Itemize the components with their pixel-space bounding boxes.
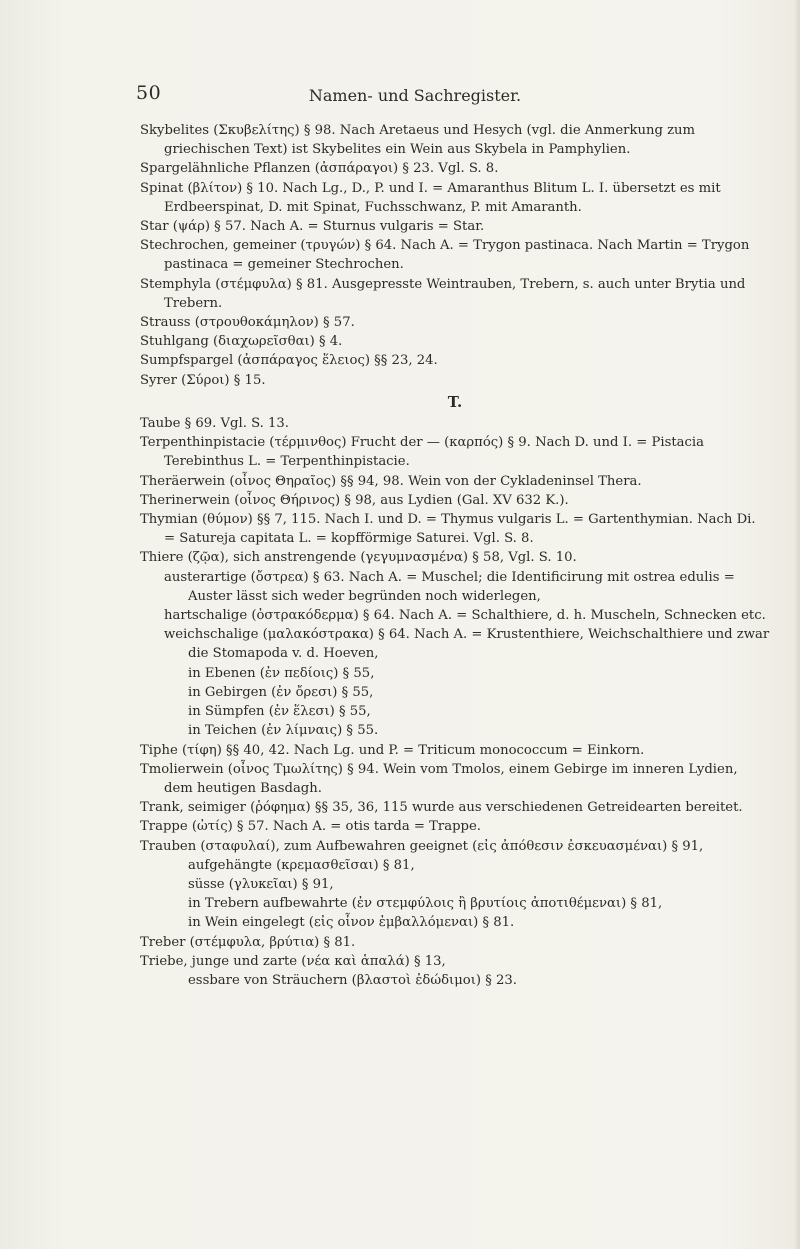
section-letter-heading: T.	[447, 392, 463, 411]
page-number: 50	[136, 82, 162, 104]
register-entry-therinerwein: Therinerwein (οἶνος Θήρινος) § 98, aus Lydien (Gal. XV 632 K.).	[140, 492, 569, 508]
register-entry-thiere: Thiere (ζῷα), sich anstrengende (γεγυμνασμένα) § 58, Vgl. S. 10.	[140, 550, 577, 566]
register-entry-trauben: Trauben (σταφυλαί), zum Aufbewahren geeignet (εἰς ἀπόθεσιν ἐσκευασμέναι) § 91,	[140, 838, 704, 854]
register-entry-trappe: Trappe (ὠτίς) § 57. Nach A. = otis tarda = Trappe.	[140, 819, 481, 835]
register-entry-trank: Trank, seimiger (ῥόφημα) §§ 35, 36, 115 wurde aus verschiedenen Getreidearten bereitet.	[140, 800, 743, 816]
register-entry-terpenthinpistacie: Terpenthinpistacie (τέρμινθος) Frucht der — (καρπός) § 9. Nach D. und I. = Pistacia Terebinthus L. = Terpenthinpistacie.	[140, 435, 704, 470]
register-subentry-in-suempfen: in Sümpfen (ἐν ἕλεσι) § 55,	[188, 704, 371, 720]
register-subentry-in-gebirgen: in Gebirgen (ἐν ὄρεσι) § 55,	[188, 684, 374, 700]
register-subentry-essbare: essbare von Sträuchern (βλαστοὶ ἐδώδιμοι) § 23.	[188, 972, 517, 988]
register-entries	[140, 121, 770, 990]
register-entry-stuhlgang: Stuhlgang (διαχωρεῖσθαι) § 4.	[140, 334, 343, 350]
register-subentry-in-ebenen: in Ebenen (ἐν πεδίοις) § 55,	[188, 665, 375, 681]
register-entry-syrer: Syrer (Σύροι) § 15.	[140, 372, 266, 388]
register-entry-tmolierwein: Tmolierwein (οἶνος Τμωλίτης) § 94. Wein vom Tmolos, einem Gebirge im inneren Lydien, dem heutigen Basdagh.	[140, 761, 738, 796]
register-entry-stechrochen: Stechrochen, gemeiner (τρυγών) § 64. Nach A. = Trygon pastinaca. Nach Martin = Trygon pastinaca = gemeiner Stechrochen.	[140, 238, 750, 273]
register-entry-sumpfspargel: Sumpfspargel (ἀσπάραγος ἕλειος) §§ 23, 24.	[140, 353, 438, 369]
running-title: Namen- und Sachregister.	[308, 86, 522, 105]
register-subentry-weichschalige: weichschalige (μαλακόστρακα) § 64. Nach A. = Krustenthiere, Weichschalthiere und zwar die Stomapoda v. d. Hoeven,	[164, 627, 770, 662]
register-subentry-in-trebern: in Trebern aufbewahrte (ἐν στεμφύλοις ἢ βρυτίοις ἀποτιθέμεναι) § 81,	[188, 896, 663, 912]
register-entry-tiphe: Tiphe (τίφη) §§ 40, 42. Nach Lg. und P. = Triticum monococcum = Einkorn.	[140, 742, 645, 758]
register-subentry-aufgehaengte: aufgehängte (κρεμασθεῖσαι) § 81,	[188, 857, 415, 873]
register-subentry-in-teichen: in Teichen (ἐν λίμναις) § 55.	[188, 723, 379, 739]
register-entry-theraeerwein: Theräerwein (οἶνος Θηραῖος) §§ 94, 98. Wein von der Cykladeninsel Thera.	[140, 473, 642, 489]
register-subentry-hartschalige: hartschalige (ὀστρακόδερμα) § 64. Nach A. = Schalthiere, d. h. Muscheln, Schnecken etc.	[164, 608, 766, 624]
register-subentry-suesse: süsse (γλυκεῖαι) § 91,	[188, 876, 334, 892]
register-entry-strauss: Strauss (στρουθοκάμηλον) § 57.	[140, 315, 355, 331]
page-header	[0, 82, 800, 110]
register-entry-stemphyla: Stemphyla (στέμφυλα) § 81. Ausgepresste Weintrauben, Trebern, s. auch unter Brytia und Trebern.	[140, 276, 746, 311]
register-entry-spinat: Spinat (βλίτον) § 10. Nach Lg., D., P. und I. = Amaranthus Blitum L. I. übersetzt es mit Erdbeerspinat, D. mit Spinat, Fuchsschwanz, P. mit Amaranth.	[140, 180, 721, 215]
register-entry-taube: Taube § 69. Vgl. S. 13.	[140, 416, 290, 432]
register-entry-spargelaehnliche-pflanzen: Spargelähnliche Pflanzen (ἀσπάραγοι) § 23. Vgl. S. 8.	[140, 161, 499, 177]
register-entry-thymian: Thymian (θύμον) §§ 7, 115. Nach I. und D. = Thymus vulgaris L. = Gartenthymian. Nach Di. = Satureja capitata L. = kopfförmige Saturei. Vgl. S. 8.	[140, 512, 756, 547]
register-entry-triebe: Triebe, junge und zarte (νέα καὶ ἁπαλά) § 13,	[140, 953, 446, 969]
register-entry-star: Star (ψάρ) § 57. Nach A. = Sturnus vulgaris = Star.	[140, 219, 485, 235]
register-entry-treber: Treber (στέμφυλα, βρύτια) § 81.	[140, 934, 356, 950]
register-entry-skybelites: Skybelites (Σκυβελίτης) § 98. Nach Aretaeus und Hesych (vgl. die Anmerkung zum griechischen Text) ist Skybelites ein Wein aus Skybela in Pamphylien.	[140, 123, 696, 158]
register-subentry-austerartige: austerartige (ὄστρεα) § 63. Nach A. = Muschel; die Identificirung mit ostrea edulis = Auster lässt sich weder begründen noch widerlegen,	[164, 569, 735, 604]
register-subentry-in-wein: in Wein eingelegt (εἰς οἶνον ἐμβαλλόμεναι) § 81.	[188, 915, 515, 931]
page-edge-shadow	[794, 0, 800, 1249]
